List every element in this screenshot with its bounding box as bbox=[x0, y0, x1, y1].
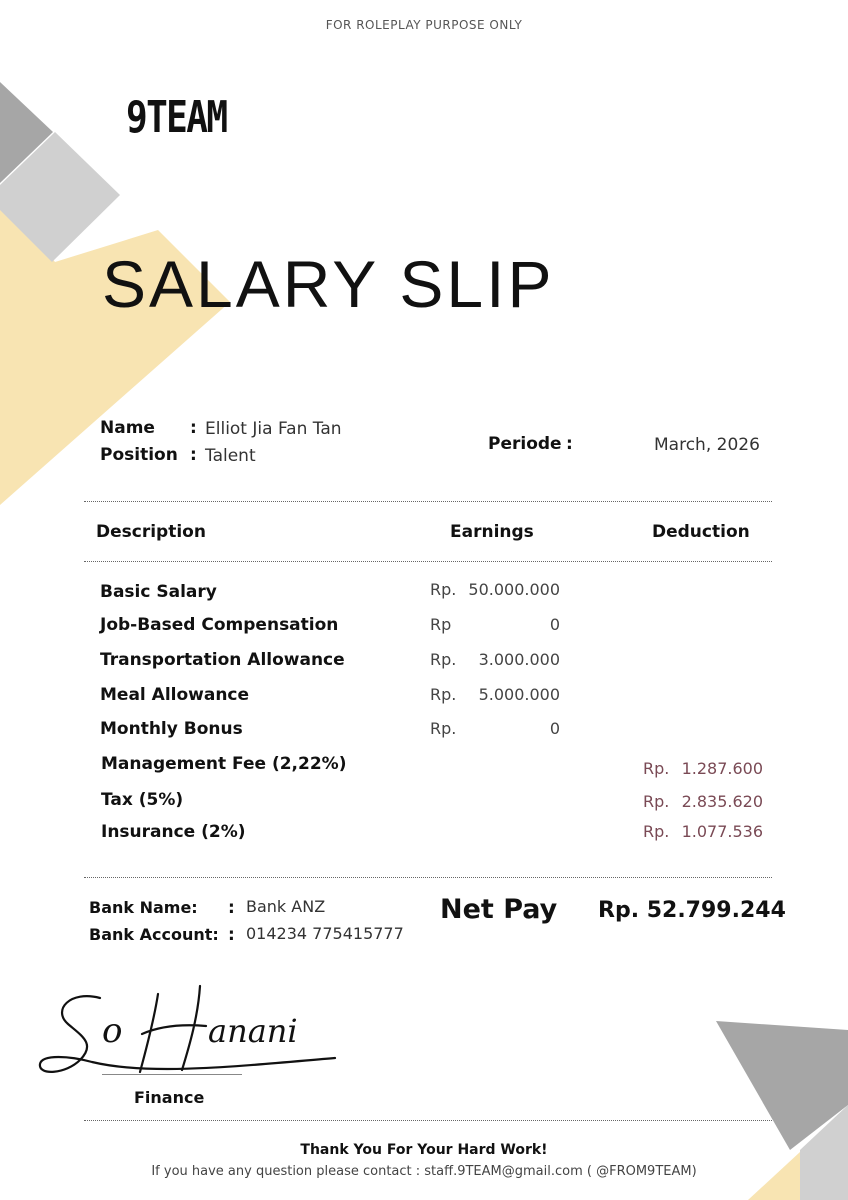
position-label: Position bbox=[100, 445, 178, 465]
period-label: Periode bbox=[488, 434, 562, 454]
page-title: SALARY SLIP bbox=[102, 247, 555, 321]
earning-currency: Rp bbox=[430, 615, 452, 634]
svg-text:o: o bbox=[102, 1011, 123, 1051]
divider bbox=[84, 877, 772, 878]
svg-text:anani: anani bbox=[208, 1012, 298, 1050]
earning-label: Basic Salary bbox=[100, 582, 217, 602]
contact-info: If you have any question please contact : staff.9TEAM@gmail.com ( @FROM9TEAM) bbox=[151, 1164, 697, 1179]
net-pay-amount: Rp. 52.799.244 bbox=[598, 898, 786, 923]
earning-currency: Rp. bbox=[430, 719, 457, 738]
bank-name-value: Bank ANZ bbox=[246, 897, 326, 916]
signatory-role: Finance bbox=[134, 1088, 205, 1107]
earning-currency: Rp. bbox=[430, 580, 457, 599]
bank-name-label: Bank Name: bbox=[89, 898, 198, 917]
earning-amount: 50.000.000 bbox=[468, 580, 560, 599]
deduction-currency: Rp. bbox=[643, 759, 670, 778]
earning-amount: 5.000.000 bbox=[478, 685, 560, 704]
period-colon: : bbox=[566, 434, 573, 454]
header-description: Description bbox=[96, 522, 206, 542]
signature-line bbox=[102, 1074, 242, 1075]
net-pay-label: Net Pay bbox=[440, 894, 558, 925]
name-label: Name bbox=[100, 418, 155, 438]
earning-currency: Rp. bbox=[430, 685, 457, 704]
position-colon: : bbox=[190, 445, 197, 465]
divider bbox=[84, 1120, 772, 1121]
period-value: March, 2026 bbox=[654, 435, 760, 455]
bank-account-colon: : bbox=[228, 925, 235, 945]
earning-amount: 0 bbox=[549, 719, 560, 738]
deduction-amount: 1.287.600 bbox=[681, 759, 763, 778]
earning-label: Transportation Allowance bbox=[100, 650, 345, 670]
position-value: Talent bbox=[205, 446, 256, 466]
earning-label: Job-Based Compensation bbox=[100, 615, 339, 635]
deduction-label: Tax (5%) bbox=[101, 790, 184, 810]
earning-label: Monthly Bonus bbox=[100, 719, 243, 739]
roleplay-note: FOR ROLEPLAY PURPOSE ONLY bbox=[325, 18, 523, 32]
deduction-currency: Rp. bbox=[643, 822, 670, 841]
deduction-amount: 1.077.536 bbox=[681, 822, 763, 841]
divider bbox=[84, 501, 772, 502]
deduction-label: Insurance (2%) bbox=[101, 822, 246, 842]
earning-amount: 0 bbox=[549, 615, 560, 634]
bank-account-value: 014234 775415777 bbox=[246, 924, 404, 943]
bank-name-colon: : bbox=[228, 898, 235, 918]
header-earnings: Earnings bbox=[450, 522, 534, 542]
header-deduction: Deduction bbox=[652, 522, 750, 542]
deduction-label: Management Fee (2,22%) bbox=[101, 754, 347, 774]
deduction-currency: Rp. bbox=[643, 792, 670, 811]
name-value: Elliot Jia Fan Tan bbox=[205, 419, 342, 439]
thanks-message: Thank You For Your Hard Work! bbox=[300, 1142, 548, 1158]
divider bbox=[84, 561, 772, 562]
earning-label: Meal Allowance bbox=[100, 685, 250, 705]
earning-amount: 3.000.000 bbox=[478, 650, 560, 669]
company-logo: 9TEAM bbox=[126, 92, 227, 143]
deduction-amount: 2.835.620 bbox=[681, 792, 763, 811]
name-colon: : bbox=[190, 418, 197, 438]
earning-currency: Rp. bbox=[430, 650, 457, 669]
bank-account-label: Bank Account: bbox=[89, 925, 219, 944]
